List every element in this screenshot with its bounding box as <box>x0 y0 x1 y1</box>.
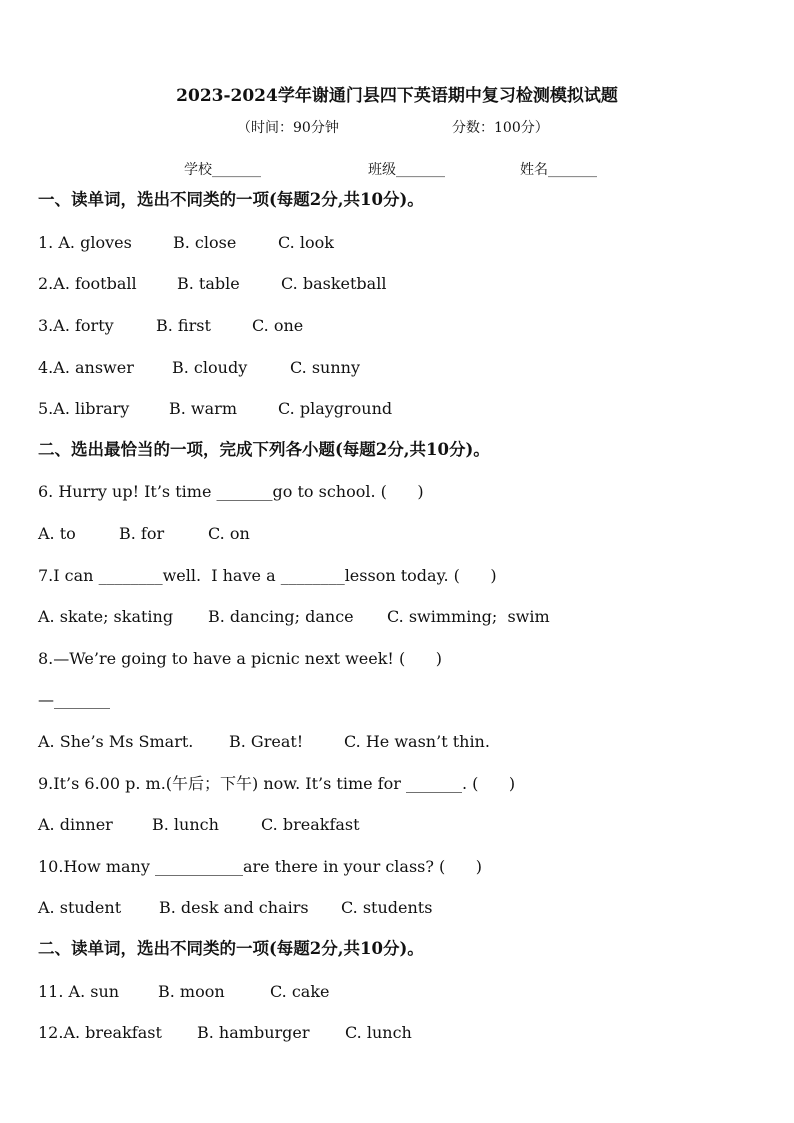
question-option-b: B. desk and chairs <box>159 898 309 917</box>
question-stem: 7.I can ________well. I have a ________lesson today. ( ) <box>38 566 497 585</box>
name-field: 姓名_______ <box>520 162 597 178</box>
question-option-a: A. to <box>38 524 76 543</box>
question-option-c: C. one <box>252 316 304 335</box>
question-option-c: C. breakfast <box>261 815 360 834</box>
question-option-a: 12.A. breakfast <box>38 1023 162 1042</box>
question-option-b: B. moon <box>158 982 225 1001</box>
question-option-c: C. students <box>341 898 433 917</box>
question-option-b: B. hamburger <box>197 1023 310 1042</box>
question-option-a: 3.A. forty <box>38 316 114 335</box>
question-option-a: 1. A. gloves <box>38 233 132 252</box>
question-option-b: B. for <box>119 524 165 543</box>
page-title: 2023-2024学年谢通门县四下英语期中复习检测模拟试题 <box>176 86 618 106</box>
question-stem: 6. Hurry up! It’s time _______go to school. ( ) <box>38 482 424 501</box>
exam-time: （时间：90分钟 <box>237 120 339 136</box>
question-option-b: B. lunch <box>152 815 219 834</box>
question-stem: 10.How many ___________are there in your class? ( ) <box>38 857 483 876</box>
question-option-a: 4.A. answer <box>38 358 134 377</box>
question-stem: 8.—We’re going to have a picnic next week! ( ) <box>38 649 442 668</box>
question-option-b: B. Great! <box>229 732 304 751</box>
question-option-b: B. dancing; dance <box>208 607 354 626</box>
section-heading: 二、选出最恰当的一项，完成下列各小题(每题2分,共10分)。 <box>38 440 490 459</box>
section-heading: 一、读单词，选出不同类的一项(每题2分,共10分)。 <box>38 190 424 209</box>
question-option-a: 5.A. library <box>38 399 130 418</box>
section-heading: 二、读单词，选出不同类的一项(每题2分,共10分)。 <box>38 939 424 958</box>
question-option-c: C. lunch <box>345 1023 412 1042</box>
question-option-c: C. He wasn’t thin. <box>344 732 490 751</box>
question-option-a: A. She’s Ms Smart. <box>38 732 194 751</box>
question-option-c: C. basketball <box>281 274 387 293</box>
question-option-a: A. student <box>38 898 122 917</box>
question-option-a: 11. A. sun <box>38 982 120 1001</box>
question-stem: 9.It’s 6.00 p. m.(午后；下午) now. It’s time for _______. ( ) <box>38 774 516 793</box>
question-option-a: A. dinner <box>38 815 113 834</box>
question-option-c: C. cake <box>270 982 330 1001</box>
question-option-c: C. playground <box>278 399 393 418</box>
question-option-b: B. table <box>177 274 240 293</box>
question-option-b: B. first <box>156 316 211 335</box>
question-option-b: B. close <box>173 233 237 252</box>
question-option-b: B. warm <box>169 399 237 418</box>
question-option-c: C. sunny <box>290 358 361 377</box>
question-reply: —_______ <box>38 690 110 709</box>
question-option-c: C. swimming; swim <box>387 607 550 626</box>
exam-score: 分数：100分） <box>452 120 549 136</box>
question-option-b: B. cloudy <box>172 358 248 377</box>
question-option-c: C. look <box>278 233 334 252</box>
question-option-a: A. skate; skating <box>38 607 174 626</box>
question-option-c: C. on <box>208 524 250 543</box>
class-field: 班级_______ <box>368 162 445 178</box>
school-field: 学校_______ <box>184 162 261 178</box>
question-option-a: 2.A. football <box>38 274 137 293</box>
